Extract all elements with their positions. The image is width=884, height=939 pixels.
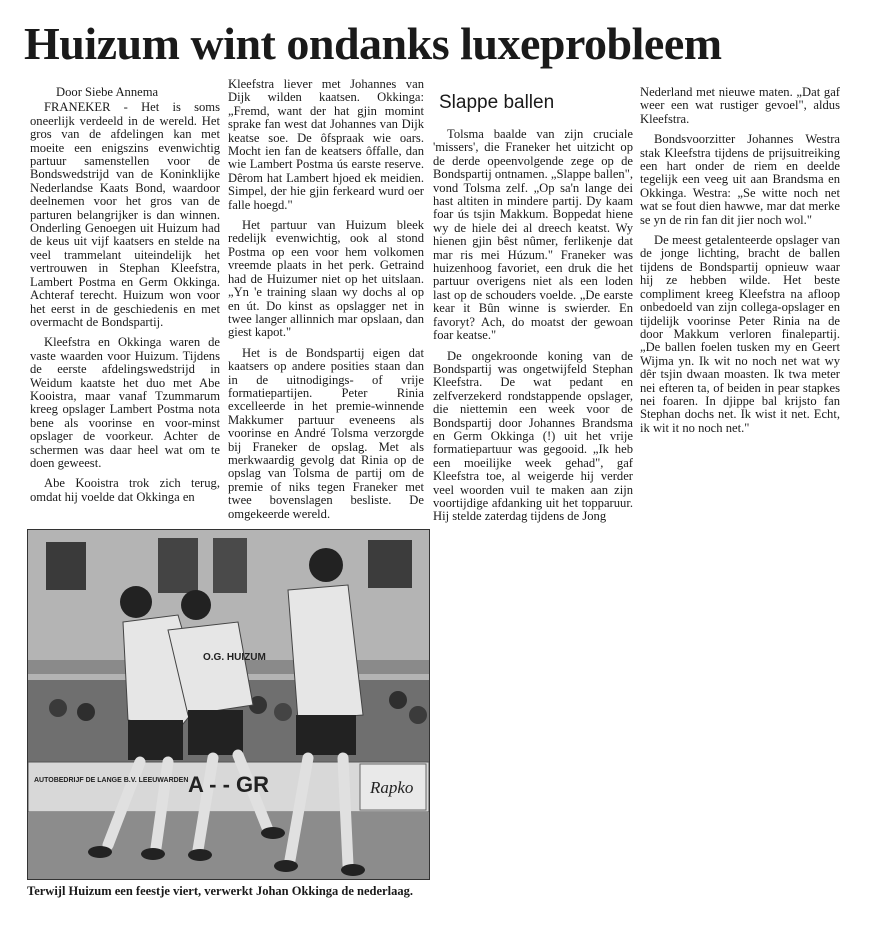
byline: Door Siebe Annema — [56, 85, 159, 99]
shirt-text: O.G. HUIZUM — [203, 652, 266, 663]
article-column-2 — [228, 78, 424, 528]
banner-text-middle: A - - GR — [188, 772, 270, 797]
paragraph: De meest getalenteerde opslager van de jonge lichting, bracht de ballen tijdens de Bondspartij opnieuw waar hij ze hebben wilde. Het beste compliment kreeg Kleefstra na afloop onbedoeld van zijn collega-opslager en tijdelijk voorinse Peter Rinia na de door Makkum verloren finalepartij. „De ballen foelen tusken my en Geert Wijma yn. Ik wit no noch net wat wy dêr tsjin dwaan moasten. Ik twa meter nei efteren ta, of beiden in pear stapkes nei foaren. In djippe bal krijsto fan Stephan dochs net. Ik wist it net. Echt, ik wit it no noch net." — [640, 233, 840, 435]
banner-text-right: Rapko — [370, 778, 414, 797]
paragraph: Kleefstra en Okkinga waren de vaste waarden voor Huizum. Tijdens de eerste afdelingswedstrijd in Weidum kaatste het duo met Abe Kooistra, maar vanaf Tzummarum kreeg opslager Lambert Postma nota bene als voorinse en voor-minst opslager de voorkeur. Achter de schermen was daar heel wat om te doen geweest. — [30, 335, 220, 470]
paragraph: Tolsma baalde van zijn cruciale 'missers', die Franeker het uitzicht op de derde opeenvolgende zege op de Bondspartij ontnamen. „Slappe ballen", vond Tolsma zelf. „Op sa'n lange dei hast altiten in mindere partij. Dy kaam foar ús tsjin Makkum. Boppedat hiene wy de hiele dei al dreech keatst. Wy hienen gjin bêst nûmer, ferlikenje dat mar ris mei Húzum." Franeker was huizenhoog favoriet, een druk die het partuur overigens niet als een loden last op de schouders voelde. „De earste kear it Bûn winne is swierder. En favoryt? Ach, do moatst der gewoan foar keatse." — [433, 127, 633, 343]
article-column-4 — [640, 86, 840, 442]
photo-illustration — [28, 530, 429, 879]
paragraph: Het is de Bondspartij eigen dat kaatsers op andere posities staan dan in de uitnodigings- of vrije formatiepartijen. Peter Rinia excelleerde in het premie-winnende Makkumer partuur eveneens als voorinse en André Tolsma verzorgde bij Franeker de opslag. Met als merkwaardig gevolg dat Rinia op de opslag van Tolsma de partij om de premie of niks tegen Franeker met twee bovenslagen besliste. De omgekeerde wereld. — [228, 345, 424, 521]
paragraph: De ongekroonde koning van de Bondspartij was ongetwijfeld Stephan Kleefstra. De wat pedant en zelfverzekerd rondstappende opslager, die niettemin een week voor de Bondspartij door Johannes Brandsma en Germ Okkinga (!) uit het vrije formatiepartuur was gegooid. „Ik heb een moeilijke week gehad", gaf Kleefstra toe, al weigerde hij verder veel woorden vuil te maken aan zijn voortijdige afdanking uit het topparuur. Hij stelde zaterdag tijdens de Jong — [433, 348, 633, 524]
paragraph: Nederland met nieuwe maten. „Dat gaf weer een wat rustiger gevoel", aldus Kleefstra. — [640, 85, 840, 126]
photo-caption: Terwijl Huizum een feestje viert, verwerkt Johan Okkinga de nederlaag. — [27, 884, 413, 898]
article-column-3 — [433, 78, 633, 531]
headline: Huizum wint ondanks luxeprobleem — [24, 18, 722, 69]
article-column-1 — [30, 78, 220, 511]
subheading: Slappe ballen — [439, 92, 555, 113]
paragraph: Het partuur van Huizum bleek redelijk evenwichtig, ook al stond Postma op een voor hem volkomen vreemde plaats in het perk. Getraind had de Huizumer niet op het uitslaan. „Yn 'e training slaan wy dochs al op en út. Do kinst as opslagger net in twee langer allinnich mar opslaan, dan giest kapot." — [228, 218, 424, 340]
banner-text-left: AUTOBEDRIJF DE LANGE B.V. LEEUWARDEN — [34, 777, 189, 784]
paragraph: Abe Kooistra trok zich terug, omdat hij voelde dat Okkinga en — [30, 476, 220, 504]
paragraph: Bondsvoorzitter Johannes Westra stak Kleefstra tijdens de prijsuitreiking een hart onder de riem en deelde tegelijk een veeg uit aan Brandsma en Okkinga. Westra: „Se witte noch net wat se fout dien hawwe, mar dat merke se yn de rin fan dit jier noch wol." — [640, 132, 840, 227]
paragraph: Kleefstra liever met Johannes van Dijk wilden kaatsen. Okkinga: „Fremd, want der hat gjin momint sprake fan west dat Johannes van Dijk keatse soe. De ôfspraak wie oars. Mocht ien fan de keatsers ôffalle, dan wie Lambert Postma ús earste reserve. Dêrom hat Lambert hjoed ek meidien. Simpel, der hie gjin ferkeard wurd oer falle hoegd." — [228, 77, 424, 212]
news-photo — [27, 529, 430, 880]
paragraph: FRANEKER - Het is soms oneerlijk verdeeld in de wereld. Het gros van de afdelingen kan met moeite een enigszins evenwichtig partuur samenstellen voor de Bondswedstrijd van de Koninklijke Nederlandse Kaats Bond, waardoor deelnemen voor het gros van de parturen belangrijker is dan winnen. Onderling Genoegen uit Huizum had de keus uit vijf kaatsers en stelde na veel trammelant uiteindelijk het vertrouwen in Stephan Kleefstra, Lambert Postma en Germ Okkinga. Achteraf terecht. Huizum won voor het eerst in de geschiedenis en met overmacht de Bondspartij. — [30, 100, 220, 329]
